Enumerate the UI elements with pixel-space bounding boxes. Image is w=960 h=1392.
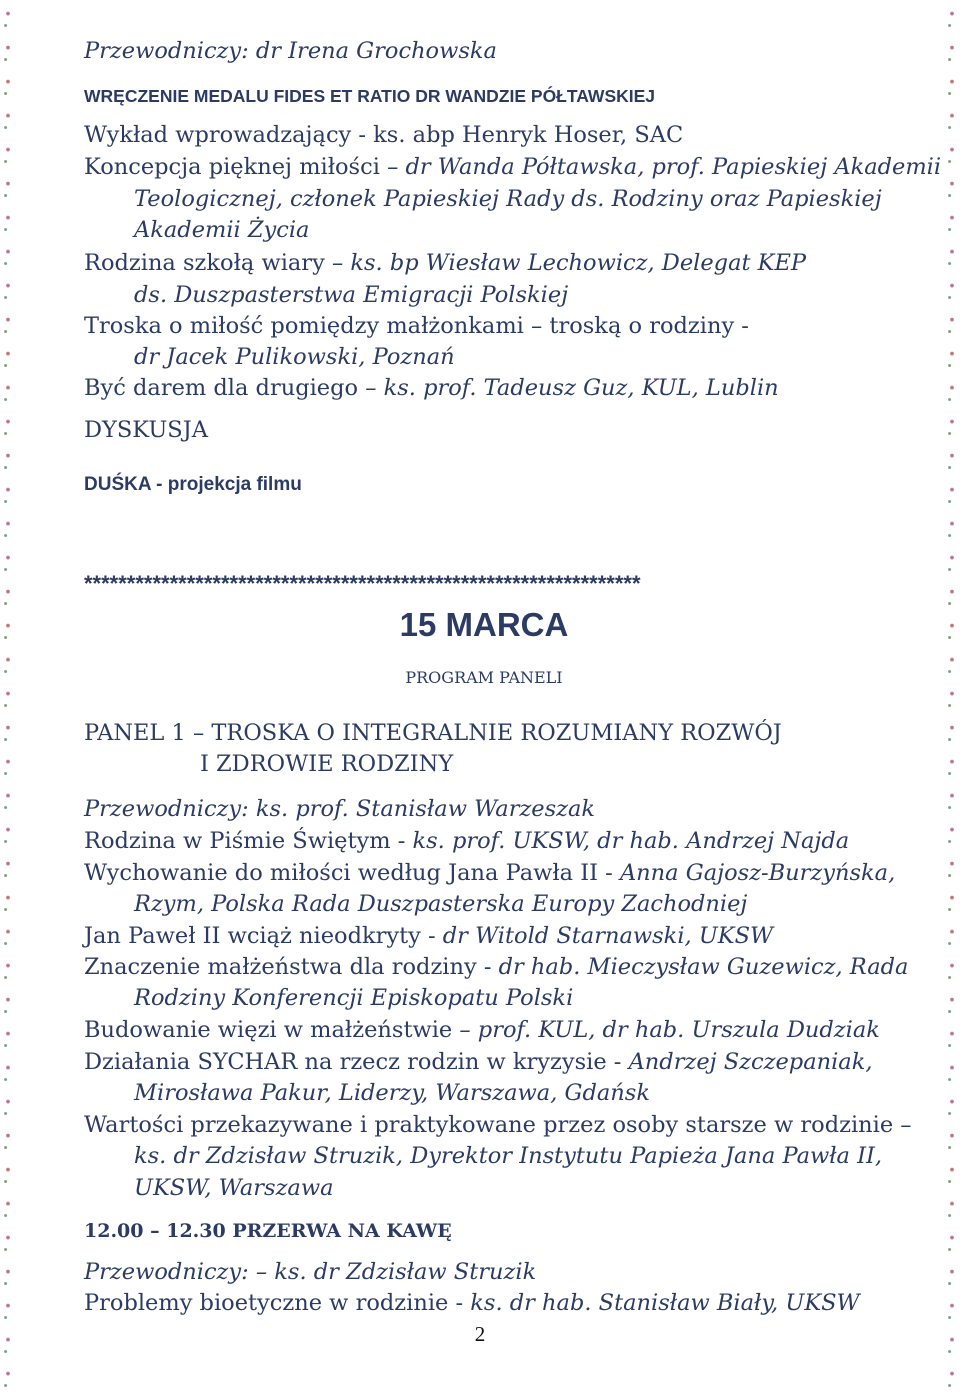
page-number: 2 [474, 1322, 486, 1346]
talk-title: Wychowanie do miłości według Jana Pawła II - [84, 860, 620, 886]
talk-title: Rodzina szkołą wiary [84, 250, 332, 276]
talk-2 [84, 250, 806, 276]
panel-1-heading-continuation: I ZDROWIE RODZINY [200, 751, 454, 777]
date-heading: 15 MARCA [399, 606, 569, 643]
talk-speaker: – prof. KUL, dr hab. Urszula Dudziak [459, 1017, 880, 1043]
coffee-break: 12.00 – 12.30 PRZERWA NA KAWĘ [84, 1220, 452, 1242]
talk-speaker: dr hab. Mieczysław Guzewicz, Rada [498, 954, 909, 980]
talk-2-continuation: ds. Duszpasterstwa Emigracji Polskiej [134, 282, 569, 308]
panel-talk-title: Wartości przekazywane i praktykowane przez osoby starsze w rodzinie – [84, 1112, 912, 1138]
talk-1 [84, 154, 941, 180]
medal-ceremony-heading: WRĘCZENIE MEDALU FIDES ET RATIO DR WANDZIE PÓŁTAWSKIEJ [84, 86, 656, 106]
chairperson-line: Przewodniczy: ks. prof. Stanisław Warzeszak [84, 796, 596, 822]
panel-talk [84, 828, 849, 854]
decorative-border-left [0, 0, 16, 1392]
talk-speaker: Andrzej Szczepaniak, [628, 1049, 873, 1075]
panel-talk-continuation: Rzym, Polska Rada Duszpasterska Europy Zachodniej [134, 891, 748, 917]
lecture-label: Wykład wprowadzający - [84, 122, 374, 148]
lecture-intro [84, 122, 683, 148]
talk-1-continuation: Teologicznej, członek Papieskiej Rady ds. Rodziny oraz Papieskiej [134, 186, 882, 212]
program-heading: PROGRAM PANELI [405, 668, 563, 687]
talk-title: Budowanie więzi w małżeństwie [84, 1017, 460, 1043]
panel-talk [84, 1290, 860, 1316]
panel-talk-continuation: ks. dr Zdzisław Struzik, Dyrektor Instytutu Papieża Jana Pawła II, [134, 1143, 883, 1169]
decorative-border-right [944, 0, 960, 1392]
talk-title: Jan Paweł II wciąż nieodkryty - [84, 923, 443, 949]
talk-speaker: ks. dr hab. Stanisław Biały, UKSW [470, 1290, 860, 1316]
film-screening-heading: DUŚKA - projekcja filmu [84, 474, 302, 495]
talk-1-continuation: Akademii Życia [134, 217, 310, 243]
talk-3-title: Troska o miłość pomiędzy małżonkami – troską o rodziny - [84, 313, 749, 339]
talk-3-speaker: dr Jacek Pulikowski, Poznań [134, 344, 455, 370]
panel-talk [84, 1049, 873, 1075]
talk-speaker: Anna Gajosz-Burzyńska, [619, 860, 896, 886]
panel-1-heading: PANEL 1 – TROSKA O INTEGRALNIE ROZUMIANY ROZWÓJ [84, 720, 782, 746]
talk-title: Działania SYCHAR na rzecz rodzin w kryzysie - [84, 1049, 629, 1075]
panel-talk [84, 923, 773, 949]
panel-talk [84, 860, 895, 886]
talk-speaker: – ks. bp Wiesław Lechowicz, Delegat KEP [331, 250, 807, 276]
panel-talk [84, 1017, 880, 1043]
talk-speaker: ks. prof. UKSW, dr hab. Andrzej Najda [412, 828, 850, 854]
talk-title: Problemy bioetyczne w rodzinie - [84, 1290, 471, 1316]
section-divider: ***************************************************************** [84, 571, 641, 596]
talk-speaker: – dr Wanda Półtawska, prof. Papieskiej Akademii [387, 154, 942, 180]
chairperson-line: Przewodniczy: dr Irena Grochowska [84, 38, 497, 64]
panel-talk [84, 954, 908, 980]
talk-title: Być darem dla drugiego [84, 375, 366, 401]
talk-title: Koncepcja pięknej miłości [84, 154, 388, 180]
chairperson-line: Przewodniczy: – ks. dr Zdzisław Struzik [84, 1259, 537, 1285]
panel-talk-continuation: Mirosława Pakur, Liderzy, Warszawa, Gdańsk [134, 1080, 650, 1106]
talk-4 [84, 375, 779, 401]
discussion-heading: DYSKUSJA [84, 417, 208, 443]
talk-speaker: – ks. prof. Tadeusz Guz, KUL, Lublin [365, 375, 779, 401]
talk-title: Rodzina w Piśmie Świętym - [84, 828, 413, 854]
talk-title: Znaczenie małżeństwa dla rodziny - [84, 954, 499, 980]
panel-talk-continuation: Rodziny Konferencji Episkopatu Polski [134, 985, 574, 1011]
panel-talk-continuation: UKSW, Warszawa [134, 1175, 334, 1201]
talk-speaker: dr Witold Starnawski, UKSW [442, 923, 774, 949]
lecture-speaker: ks. abp Henryk Hoser, SAC [373, 122, 684, 148]
